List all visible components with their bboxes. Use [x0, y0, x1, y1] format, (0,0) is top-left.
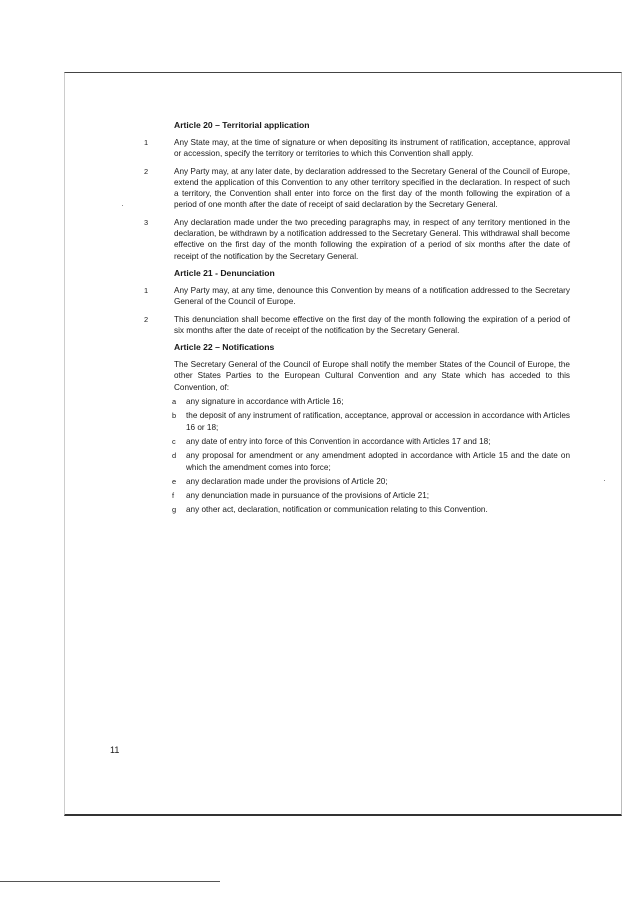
list-item	[174, 476, 570, 487]
article-20-para-3	[144, 217, 570, 262]
para-number: 1	[144, 285, 149, 295]
para-text: This denunciation shall become effective on the first day of the month following the expiration of a period of six months after the date of receipt of the notification by the Secretary General.	[174, 314, 570, 335]
list-item	[174, 436, 570, 447]
item-text: any denunciation made in pursuance of the provisions of Article 21;	[186, 491, 430, 501]
item-letter: e	[172, 476, 177, 486]
item-text: the deposit of any instrument of ratification, acceptance, approval or accession in accordance with Articles 16 or 18;	[186, 411, 570, 432]
item-letter: a	[172, 397, 177, 407]
article-22-heading: Article 22 – Notifications	[174, 342, 275, 353]
document-body	[144, 120, 570, 519]
article-21-para-2	[144, 314, 570, 337]
article-21-heading: Article 21 - Denunciation	[174, 267, 275, 278]
article-21	[144, 267, 570, 336]
article-22	[174, 342, 570, 516]
item-text: any date of entry into force of this Convention in accordance with Articles 17 and 18;	[186, 436, 491, 446]
list-item	[174, 396, 570, 407]
article-22-intro: The Secretary General of the Council of Europe shall notify the member States of the Council of Europe, the other States Parties to the European Cultural Convention and any State which has acceded to this Convention, of:	[174, 360, 570, 392]
para-number: 2	[144, 314, 149, 324]
page-number: 11	[110, 745, 120, 755]
item-letter: d	[172, 451, 177, 461]
bottom-rule	[0, 881, 220, 882]
article-20-para-2	[144, 166, 570, 211]
para-text: Any State may, at the time of signature or when depositing its instrument of ratification, acceptance, approval or accession, specify the territory or territories to which this Convention shall apply.	[174, 138, 570, 159]
item-text: any other act, declaration, notification or communication relating to this Convention.	[186, 505, 488, 515]
article-20-heading: Article 20 – Territorial application	[174, 120, 310, 130]
para-text: Any Party may, at any time, denounce this Convention by means of a notification addressed to the Secretary General of the Council of Europe.	[174, 285, 570, 307]
article-20-para-1	[144, 137, 570, 160]
item-letter: g	[172, 505, 177, 515]
para-number: 2	[144, 166, 149, 176]
list-item	[174, 490, 570, 501]
scan-speck	[122, 205, 123, 206]
para-text: Any declaration made under the two preceding paragraphs may, in respect of any territory mentioned in the declaration, be withdrawn by a notification addressed to the Secretary General. This withdrawal shall become effective on the first day of the month following the expiration of a period of six months after the date of receipt of the notification by the Secretary General.	[174, 217, 570, 261]
article-20	[144, 120, 570, 262]
para-number: 3	[144, 217, 149, 227]
item-letter: b	[172, 411, 177, 421]
para-text: Any Party may, at any later date, by declaration addressed to the Secretary General of the Council of Europe, extend the application of this Convention to any other territory specified in the declaration. In respect of such a territory, the Convention shall enter into force on the first day of the month following the expiration of a period of one month after the date of receipt of said declaration by the Secretary General.	[174, 166, 570, 210]
list-item	[174, 504, 570, 515]
list-item	[174, 410, 570, 433]
item-text: any proposal for amendment or any amendment adopted in accordance with Article 15 and the date on which the amendment comes into force;	[186, 451, 570, 472]
article-21-para-1	[144, 285, 570, 308]
para-number: 1	[144, 138, 149, 147]
item-text: any signature in accordance with Article 16;	[186, 397, 344, 407]
item-letter: c	[172, 436, 176, 446]
item-text: any declaration made under the provisions of Article 20;	[186, 476, 388, 486]
item-letter: f	[172, 491, 175, 501]
scan-speck	[604, 480, 605, 481]
list-item	[174, 450, 570, 473]
